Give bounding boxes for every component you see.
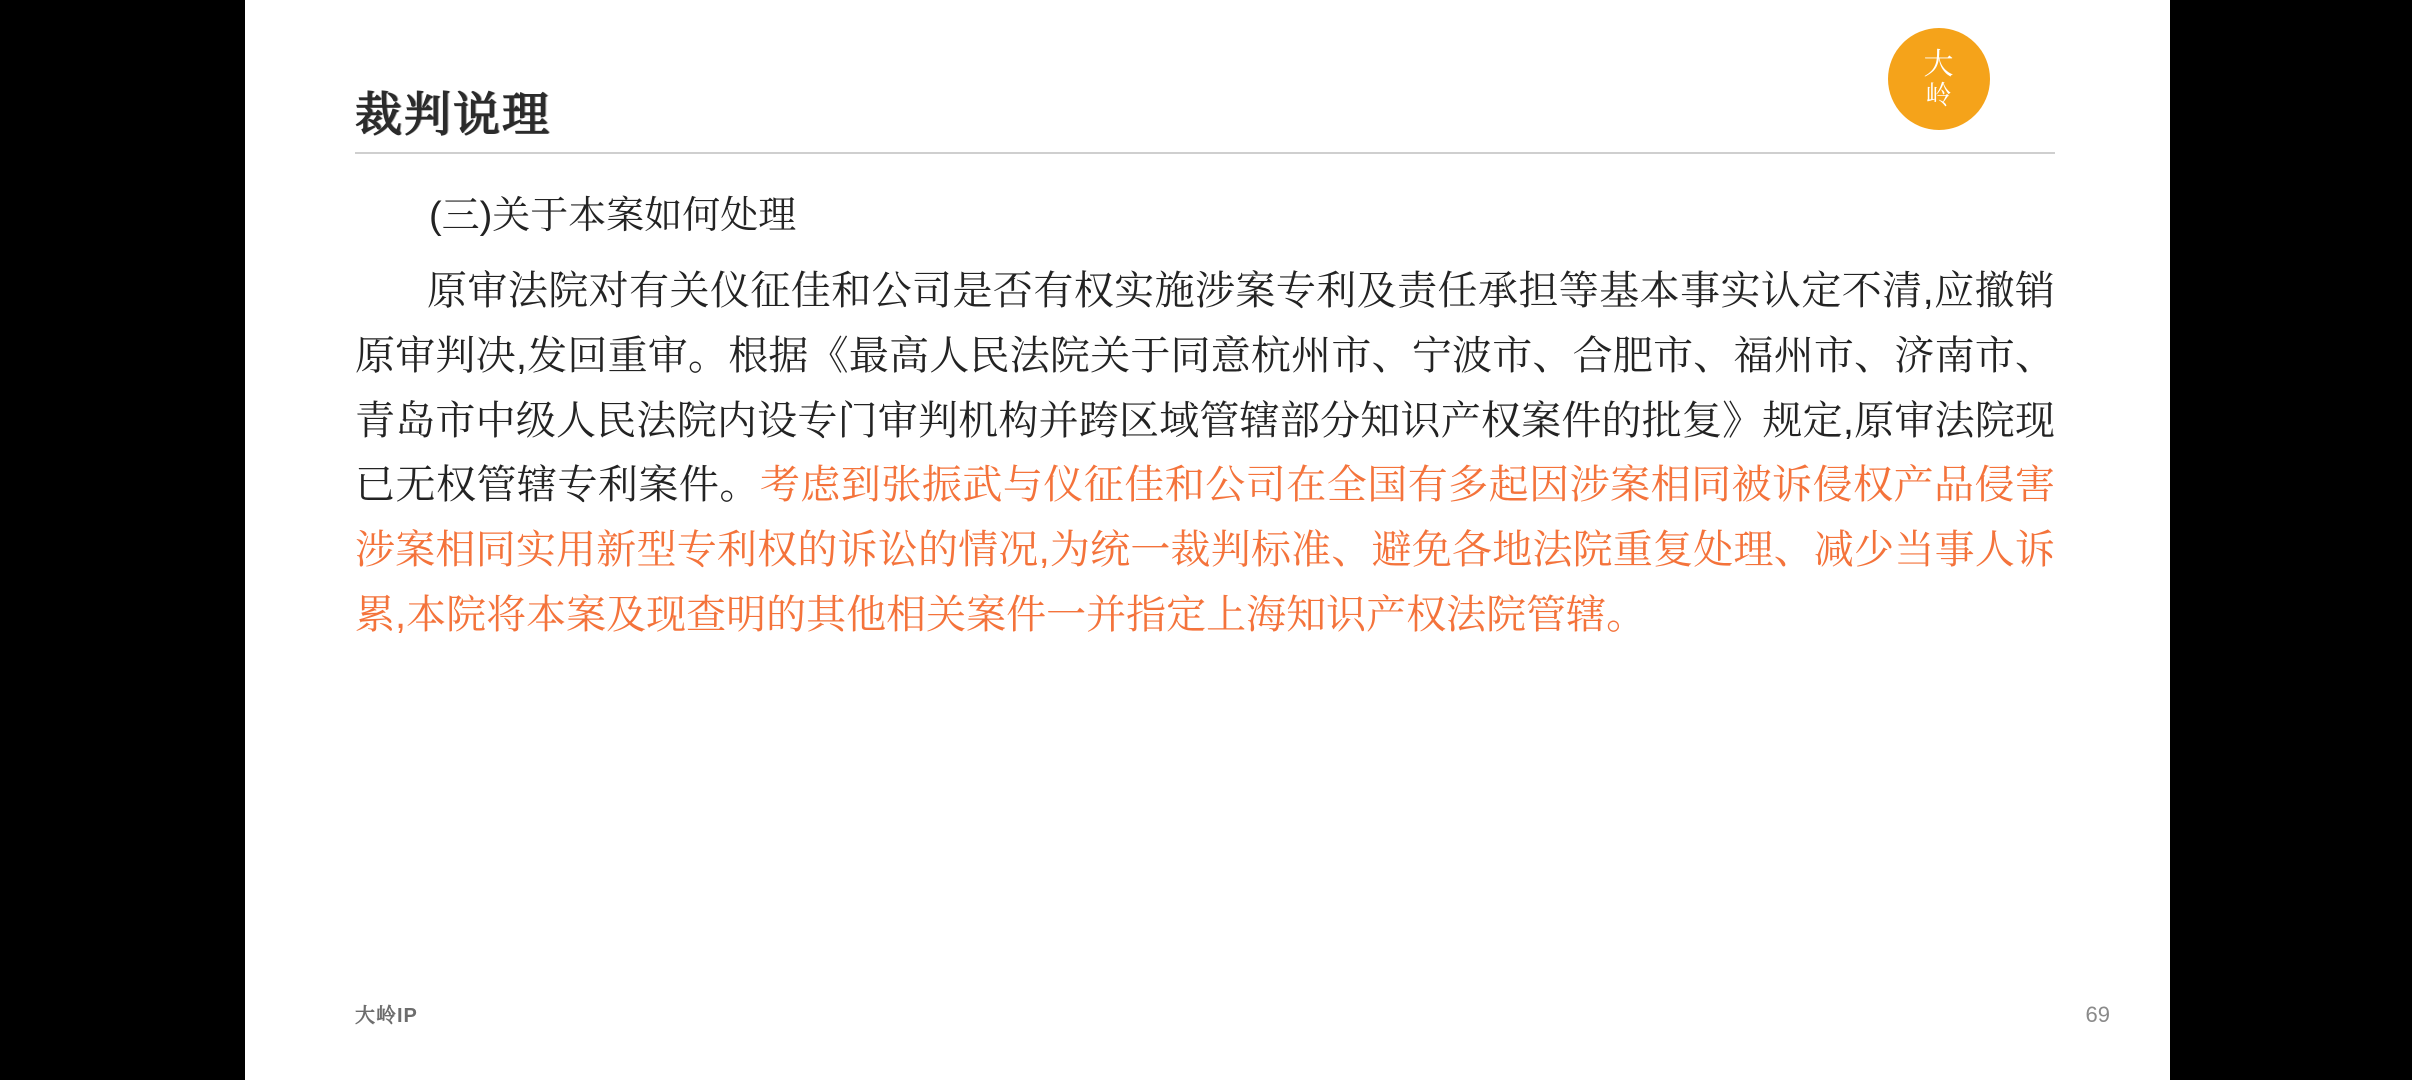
paragraph-highlighted-text: 考虑到张振武与仪征佳和公司在全国有多起因涉案相同被诉侵权产品侵害涉案相同实用新型专利权的诉讼的情况,为统一裁判标准、避免各地法院重复处理、减少当事人诉累,本院将本案及现查明的其他相关案件一并指定上海知识产权法院管辖。 bbox=[355, 463, 2056, 637]
title-divider bbox=[355, 152, 2055, 154]
slide-canvas bbox=[245, 0, 2170, 1080]
footer-brand: 大岭IP bbox=[355, 1005, 418, 1027]
section-subheading: (三)关于本案如何处理 bbox=[429, 195, 797, 237]
page-number: 69 bbox=[2085, 1002, 2110, 1027]
slide-body bbox=[355, 188, 2055, 648]
paragraph-plain-text: 原审法院对有关仪征佳和公司是否有权实施涉案专利及责任承担等基本事实认定不清,应撤销原审判决,发回重审。根据《最高人民法院关于同意杭州市、宁波市、合肥市、福州市、济南市、青岛市中级人民法院内设专门审判机构并跨区域管辖部分知识产权案件的批复》规定,原审法院现已无权管辖专利案件。 bbox=[355, 269, 2055, 508]
body-paragraph bbox=[355, 259, 2055, 648]
brand-logo-line2: 岭 bbox=[1925, 80, 1953, 111]
slide-title-container bbox=[355, 78, 2055, 159]
page-title: 裁判说理 bbox=[355, 88, 551, 141]
brand-logo-line1: 大 bbox=[1923, 47, 1955, 81]
